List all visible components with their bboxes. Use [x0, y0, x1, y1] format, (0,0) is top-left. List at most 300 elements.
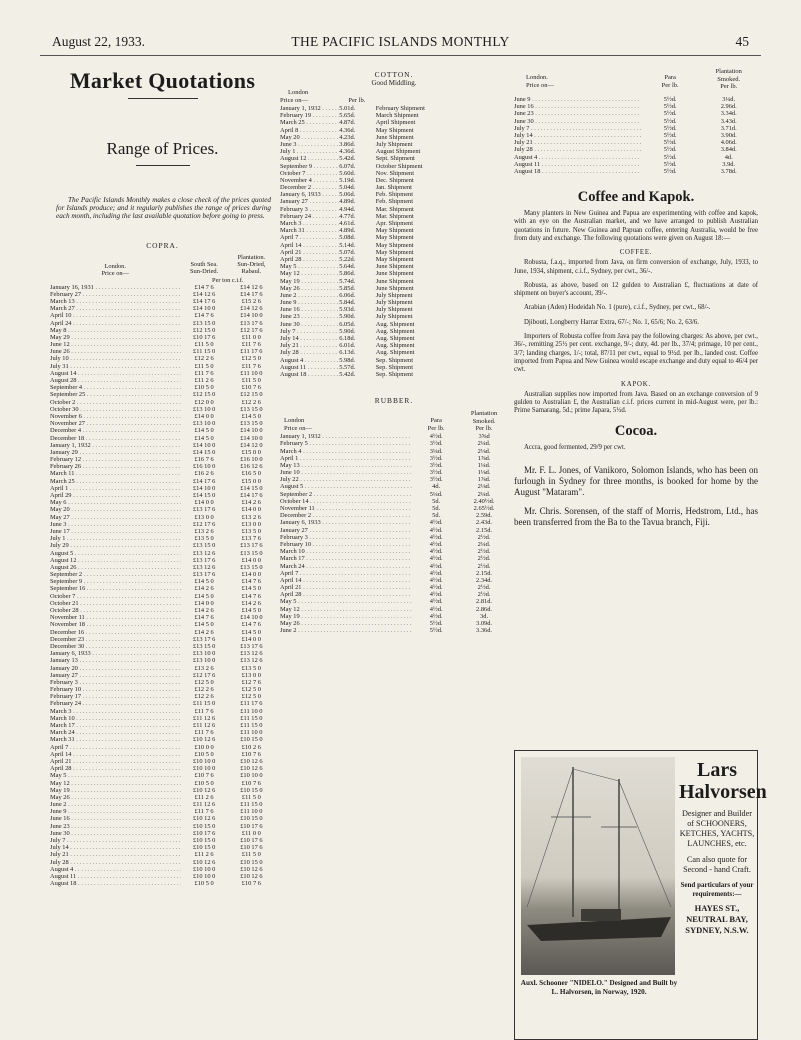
table-cell: £12 5 0	[194, 678, 214, 686]
table-cell: March 24 . . .	[50, 729, 181, 736]
table-cell: May 19 . . .	[280, 278, 339, 285]
table-cell: 4½d.	[429, 605, 443, 613]
ad-address-3: SYDNEY, N.S.W.	[685, 925, 749, 935]
ad-second-hand: Can also quote for Second - hand Craft.	[683, 855, 751, 874]
table-cell: April 8 . . .	[280, 127, 339, 134]
table-row	[50, 607, 275, 614]
table-cell: £14 17 6	[192, 477, 216, 485]
table-row	[50, 348, 275, 355]
table-cell: 5.57d.	[339, 363, 356, 371]
table-row	[50, 744, 275, 751]
table-cell: £12 2 6	[194, 355, 214, 363]
table-row	[50, 550, 275, 557]
table-cell: May Shipment	[375, 234, 414, 242]
table-cell: £11 2 6	[194, 377, 214, 385]
table-cell: June 2 . . .	[280, 292, 339, 299]
table-row	[280, 483, 508, 490]
table-row	[280, 198, 508, 205]
table-cell: 3½d.	[429, 476, 443, 484]
table-cell: 2¼d.	[477, 440, 491, 448]
table-cell: £13 7 6	[241, 535, 261, 543]
table-cell: £10 12 6	[192, 786, 216, 794]
table-cell: £11 0 0	[241, 333, 261, 341]
table-row	[280, 227, 508, 234]
table-cell: £14 5 0	[194, 621, 214, 629]
table-row	[50, 427, 275, 434]
copra-col-london: London.	[104, 262, 126, 270]
table-cell: £13 12 6	[240, 657, 263, 665]
table-cell: 3½d.	[429, 440, 443, 448]
table-cell: January 20 . . .	[50, 665, 181, 672]
table-cell: 3.34d.	[720, 110, 737, 118]
table-cell: £11 5 0	[241, 793, 261, 801]
table-cell: 4½d.	[429, 533, 443, 541]
table-cell: April 7 . . .	[280, 234, 339, 241]
table-cell: June Shipment	[375, 263, 414, 271]
table-row	[50, 650, 275, 657]
rubber2-column-headers	[514, 68, 758, 96]
table-row	[280, 105, 508, 112]
table-cell: £12 15 0	[192, 326, 216, 334]
table-cell: 4.36d.	[339, 126, 356, 134]
copra-column-headers	[50, 254, 275, 284]
table-cell: October 28 . . .	[50, 607, 181, 614]
copra-col-south: South Sea.	[190, 260, 218, 268]
table-cell: April 10 . . .	[50, 312, 181, 319]
table-row	[514, 96, 758, 103]
table-cell: 5.90d.	[339, 313, 356, 321]
table-cell: April 28 . . .	[280, 591, 412, 598]
table-row	[50, 765, 275, 772]
table-cell: £10 17 6	[240, 844, 263, 852]
table-cell: December 2 . . .	[280, 184, 339, 191]
table-cell: £11 10 0	[240, 729, 263, 737]
table-cell: March 3 . . .	[50, 708, 181, 715]
table-row	[280, 285, 508, 292]
table-row	[50, 384, 275, 391]
table-cell: £14 5 0	[194, 434, 214, 442]
table-cell: £14 10 0	[240, 614, 263, 622]
table-cell: August 18 . . .	[514, 168, 641, 175]
table-cell: 1⅞d.	[477, 476, 491, 484]
table-cell: June 30 . . .	[514, 118, 641, 125]
table-cell: June 3 . . .	[280, 141, 339, 148]
table-cell: £13 10 0	[192, 420, 216, 428]
table-cell: £13 5 0	[241, 527, 261, 535]
table-row	[280, 541, 508, 548]
table-cell: June 30 . . .	[50, 830, 181, 837]
rubber-col-london: London	[284, 417, 305, 425]
table-cell: August 4 . . .	[50, 866, 181, 873]
table-row	[280, 155, 508, 162]
table-cell: £14 2 6	[194, 585, 214, 593]
table-cell: 5.14d.	[339, 241, 356, 249]
copra-col-south2: Sun-Dried.	[190, 268, 219, 276]
coffee-p4: Djibouti, Longberry Harrar Extra, 67/-; No. 1, 65/6; No. 2, 63/6.	[524, 318, 699, 326]
table-cell: May 29 . . .	[50, 334, 181, 341]
table-cell: Mar. Shipment	[375, 205, 414, 213]
rubber2-col-unit2: Per lb.	[720, 83, 738, 90]
table-cell: January 29 . . .	[50, 449, 181, 456]
table-cell: £11 10 0	[240, 808, 263, 816]
table-cell: 5.64d.	[339, 263, 356, 271]
table-cell: 4½d.	[429, 591, 443, 599]
table-cell: £13 0 0	[241, 520, 261, 528]
table-row	[280, 299, 508, 306]
table-cell: 6.06d.	[339, 291, 356, 299]
table-cell: 5.93d.	[339, 306, 356, 314]
table-row	[280, 220, 508, 227]
cotton-heading: COTTON.	[374, 70, 414, 79]
table-row	[50, 715, 275, 722]
table-cell: £10 15 0	[192, 844, 216, 852]
table-cell: £14 10 0	[240, 427, 263, 435]
table-cell: April 29 . . .	[50, 492, 181, 499]
ad-text	[679, 759, 767, 936]
table-row	[280, 519, 508, 526]
table-cell: 3.43d.	[720, 117, 737, 125]
table-cell: May 13 . . .	[280, 462, 412, 469]
table-cell: May Shipment	[375, 255, 414, 263]
table-cell: £15 2 6	[241, 297, 261, 305]
table-cell: November 11 . . .	[280, 505, 412, 512]
table-cell: 5.60d.	[339, 169, 356, 177]
table-cell: March 17 . . .	[280, 555, 412, 562]
table-cell: £10 5 0	[194, 880, 214, 888]
table-cell: August 11 . . .	[50, 873, 181, 880]
table-cell: July 29 . . .	[50, 542, 181, 549]
table-row	[280, 505, 508, 512]
table-row	[50, 363, 275, 370]
table-row	[280, 591, 508, 598]
table-cell: £14 7 6	[241, 578, 261, 586]
table-cell: 3¼d.	[722, 96, 736, 103]
table-cell: March 10 . . .	[280, 548, 412, 555]
page-header	[52, 34, 749, 52]
table-cell: March 4 . . .	[280, 448, 412, 455]
table-cell: £14 17 6	[192, 297, 216, 305]
table-cell: £10 12 6	[240, 865, 263, 873]
table-cell: 4½d.	[429, 576, 443, 584]
table-cell: £11 7 6	[194, 369, 214, 377]
table-row	[50, 298, 275, 305]
table-cell: 4½d.	[429, 540, 443, 548]
table-cell: £13 0 0	[194, 513, 214, 521]
table-row	[50, 391, 275, 398]
table-cell: December 23 . . .	[50, 636, 181, 643]
table-cell: June 3 . . .	[50, 521, 181, 528]
table-cell: March 10 . . .	[50, 715, 181, 722]
table-row	[50, 305, 275, 312]
table-cell: May 5 . . .	[280, 263, 339, 270]
rubber2-col-unit: Per lb.	[661, 81, 679, 89]
kapok-sub: KAPOK.	[621, 380, 651, 388]
table-cell: 3.71d.	[720, 124, 737, 132]
table-cell: 2½d.	[477, 584, 491, 592]
copra-col-plant: Plantation.	[237, 253, 266, 261]
table-cell: September 2 . . .	[50, 571, 181, 578]
table-cell: 5½d.	[663, 124, 677, 132]
table-row	[514, 154, 758, 161]
table-cell: 4d.	[432, 483, 441, 491]
table-cell: September 9 . . .	[50, 578, 181, 585]
table-cell: July 14 . . .	[514, 132, 641, 139]
table-cell: £14 17 6	[240, 492, 263, 500]
table-row	[514, 110, 758, 117]
table-cell: 5½d.	[663, 160, 677, 168]
table-cell: £14 10 0	[192, 484, 216, 492]
table-cell: May Shipment	[375, 126, 414, 134]
table-row	[280, 462, 508, 469]
table-cell: 2⅛d.	[477, 483, 491, 491]
table-cell: August 28 . . .	[50, 377, 181, 384]
table-cell: 5½d.	[663, 131, 677, 139]
cotton-col-price: Price on—	[280, 97, 308, 104]
table-cell: May 12 . . .	[280, 270, 339, 277]
table-cell: £11 12 6	[193, 801, 216, 809]
table-cell: July 31 . . .	[50, 363, 181, 370]
table-cell: £13 2 6	[241, 513, 261, 521]
table-cell: £11 15 0	[240, 722, 263, 730]
table-cell: 3½d.	[429, 461, 443, 469]
table-cell: July Shipment	[375, 306, 413, 314]
table-cell: £14 2 6	[194, 628, 214, 636]
table-cell: £16 10 0	[192, 463, 216, 471]
table-cell: January 6, 1933 . . .	[50, 650, 181, 657]
table-row	[514, 168, 758, 175]
table-row	[50, 521, 275, 528]
table-cell: July 7 . . .	[50, 837, 181, 844]
table-cell: 4½d.	[429, 562, 443, 570]
table-cell: August 4 . . .	[514, 154, 641, 161]
table-cell: July 1 . . .	[280, 148, 339, 155]
table-row	[50, 844, 275, 851]
table-cell: £10 7 6	[241, 779, 261, 787]
table-cell: 5d.	[432, 505, 441, 512]
table-cell: £10 15 0	[240, 736, 263, 744]
table-cell: January 27 . . .	[280, 527, 412, 534]
table-cell: 6.18d.	[339, 335, 356, 342]
table-cell: February 3 . . .	[280, 534, 412, 541]
table-cell: 2.59d.	[476, 512, 493, 520]
table-cell: 5.22d.	[339, 255, 356, 263]
table-row	[280, 598, 508, 605]
table-cell: May 26 . . .	[50, 794, 181, 801]
table-cell: 4½d.	[429, 526, 443, 534]
rubber-col-price: Price on—	[284, 424, 312, 432]
table-cell: 1⅛d.	[477, 469, 491, 477]
table-cell: July 14 . . .	[50, 844, 181, 851]
table-cell: £10 15 0	[192, 822, 216, 830]
table-cell: May 19 . . .	[50, 787, 181, 794]
table-cell: £10 15 0	[192, 837, 216, 845]
table-cell: 5.85d.	[339, 284, 356, 292]
table-cell: February 24 . . .	[50, 700, 181, 707]
table-cell: September 25 . . .	[50, 391, 181, 398]
table-cell: 5½d.	[663, 110, 677, 118]
table-cell: 4½d.	[429, 555, 443, 563]
table-cell: 5.90d.	[339, 327, 356, 335]
table-cell: June 9 . . .	[280, 299, 339, 306]
table-cell: March 25 . . .	[280, 119, 339, 126]
table-cell: 5½d.	[663, 146, 677, 154]
table-cell: June 23 . . .	[280, 313, 339, 320]
table-cell: 2½d.	[477, 562, 491, 570]
table-row	[50, 729, 275, 736]
table-row	[50, 528, 275, 535]
coffee-sub: COFFEE.	[619, 249, 653, 257]
table-row	[280, 306, 508, 313]
table-cell: August 5 . . .	[280, 483, 412, 490]
subtitle-rule	[136, 165, 190, 166]
table-cell: £14 10 0	[240, 434, 263, 442]
rubber2-table	[514, 96, 758, 175]
table-row	[50, 492, 275, 499]
table-cell: £10 10 0	[192, 872, 216, 880]
table-cell: December 30 . . .	[50, 643, 181, 650]
table-row	[50, 837, 275, 844]
table-row	[50, 535, 275, 542]
table-cell: February 5 . . .	[280, 440, 412, 447]
table-cell: Aug. Shipment	[375, 342, 415, 350]
table-row	[280, 448, 508, 455]
table-cell: June 2 . . .	[50, 801, 181, 808]
table-cell: £11 0 0	[241, 829, 261, 837]
table-cell: £12 2 6	[194, 686, 214, 694]
table-cell: June Shipment	[375, 277, 414, 285]
table-cell: January 16, 1931 . . .	[50, 284, 181, 291]
table-cell: 4.23d.	[339, 133, 356, 141]
table-cell: April 14 . . .	[50, 751, 181, 758]
table-cell: July 28 . . .	[514, 146, 641, 153]
table-cell: Nov. Shipment	[375, 169, 415, 177]
table-cell: £11 10 0	[240, 707, 263, 715]
table-row	[50, 355, 275, 362]
table-cell: March 17 . . .	[50, 722, 181, 729]
table-cell: 4½d.	[429, 584, 443, 592]
table-cell: July 21 . . .	[514, 139, 641, 146]
table-row	[280, 328, 508, 335]
table-cell: £14 12 6	[192, 290, 216, 298]
table-cell: 2⅛d.	[477, 447, 491, 455]
table-cell: August 11 . . .	[514, 161, 641, 168]
table-cell: 5.74d.	[339, 277, 356, 285]
table-cell: June 12 . . .	[50, 341, 181, 348]
table-cell: Aug. Shipment	[375, 349, 415, 357]
table-cell: May Shipment	[375, 227, 414, 235]
table-cell: March 13 . . .	[50, 298, 181, 305]
rubber2-col-plant2: Smoked.	[717, 75, 741, 83]
table-row	[50, 470, 275, 477]
table-row	[50, 334, 275, 341]
table-cell: 6.13d.	[339, 349, 356, 357]
table-cell: £10 7 6	[194, 772, 214, 780]
table-cell: 3.36d.	[476, 627, 493, 635]
table-row	[280, 455, 508, 462]
table-row	[514, 146, 758, 153]
table-row	[50, 542, 275, 549]
copra-col-plant2: Sun-Dried,	[237, 261, 266, 269]
header-title: THE PACIFIC ISLANDS MONTHLY	[291, 34, 510, 49]
copra-col-price: Price on—	[101, 270, 129, 278]
table-row	[50, 621, 275, 628]
copra-heading: COPRA.	[146, 240, 179, 250]
table-cell: 2½d.	[477, 591, 491, 599]
table-row	[280, 191, 508, 198]
table-cell: June 16 . . .	[50, 815, 181, 822]
table-cell: April 28 . . .	[280, 256, 339, 263]
table-row	[50, 485, 275, 492]
rubber-col-para: Para	[430, 417, 442, 425]
table-row	[50, 600, 275, 607]
table-cell: January 6, 1933 . . .	[280, 519, 412, 526]
table-cell: January 27 . . .	[50, 672, 181, 679]
table-cell: November 4 . . .	[280, 177, 339, 184]
table-cell: £12 2 6	[241, 398, 261, 406]
table-row	[280, 371, 508, 378]
table-cell: January 27 . . .	[280, 198, 339, 205]
table-cell: January 6, 1933 . . .	[280, 191, 339, 198]
table-cell: £14 10 0	[192, 441, 216, 449]
table-cell: December 16 . . .	[50, 629, 181, 636]
table-cell: March Shipment	[375, 112, 419, 120]
table-cell: May 5 . . .	[280, 598, 412, 605]
table-cell: £10 0 0	[194, 743, 214, 751]
table-row	[50, 722, 275, 729]
kapok-text: Australian supplies now imported from Java. Based on an exchange conversion of 9 gulden to Australian £, the Australian c.i.f. prices current in mid-August were, per lb.: Prime Samarang, 5d.; prime Japara, 5½d.	[514, 390, 758, 415]
table-cell: September 2 . . .	[280, 491, 412, 498]
table-cell: £13 5 0	[194, 535, 214, 543]
table-cell: April 7 . . .	[280, 570, 412, 577]
table-cell: June 17 . . .	[50, 528, 181, 535]
table-cell: 5.98d.	[339, 356, 356, 364]
table-cell: November 6 . . .	[50, 413, 181, 420]
ad-description: Designer and Builder of SCHOONERS, KETCHES, YACHTS, LAUNCHES, etc.	[679, 809, 755, 848]
cotton-table	[280, 105, 508, 378]
table-cell: £14 5 0	[194, 592, 214, 600]
table-cell: 5.08d.	[339, 234, 356, 242]
table-row	[280, 555, 508, 562]
table-cell: Aug. Shipment	[375, 327, 415, 335]
table-row	[50, 758, 275, 765]
table-cell: £11 15 0	[240, 801, 263, 809]
table-cell: £11 5 0	[241, 377, 261, 385]
table-cell: £13 15 0	[240, 405, 263, 413]
table-row	[280, 349, 508, 356]
table-row	[280, 170, 508, 177]
rubber-col-unit2: Per lb.	[475, 425, 493, 433]
header-date: August 22, 1933.	[52, 34, 146, 49]
table-cell: £13 15 0	[192, 642, 216, 650]
table-row	[280, 491, 508, 498]
table-cell: October 7 . . .	[280, 170, 339, 177]
table-cell: March 25 . . .	[50, 478, 181, 485]
table-row	[280, 249, 508, 256]
ad-brand-first: Lars	[697, 759, 737, 781]
table-cell: £14 0 0	[241, 556, 261, 564]
ad-address-2: NEUTRAL BAY,	[686, 914, 748, 924]
table-cell: £14 7 6	[194, 614, 214, 622]
table-cell: March 3 . . .	[280, 220, 339, 227]
table-cell: £13 15 0	[240, 420, 263, 428]
table-row	[280, 278, 508, 285]
table-cell: £11 10 0	[240, 369, 263, 377]
table-row	[280, 112, 508, 119]
table-row	[280, 242, 508, 249]
table-row	[280, 321, 508, 328]
table-cell: 4.06d.	[720, 139, 737, 147]
table-cell: February 3 . . .	[280, 206, 339, 213]
